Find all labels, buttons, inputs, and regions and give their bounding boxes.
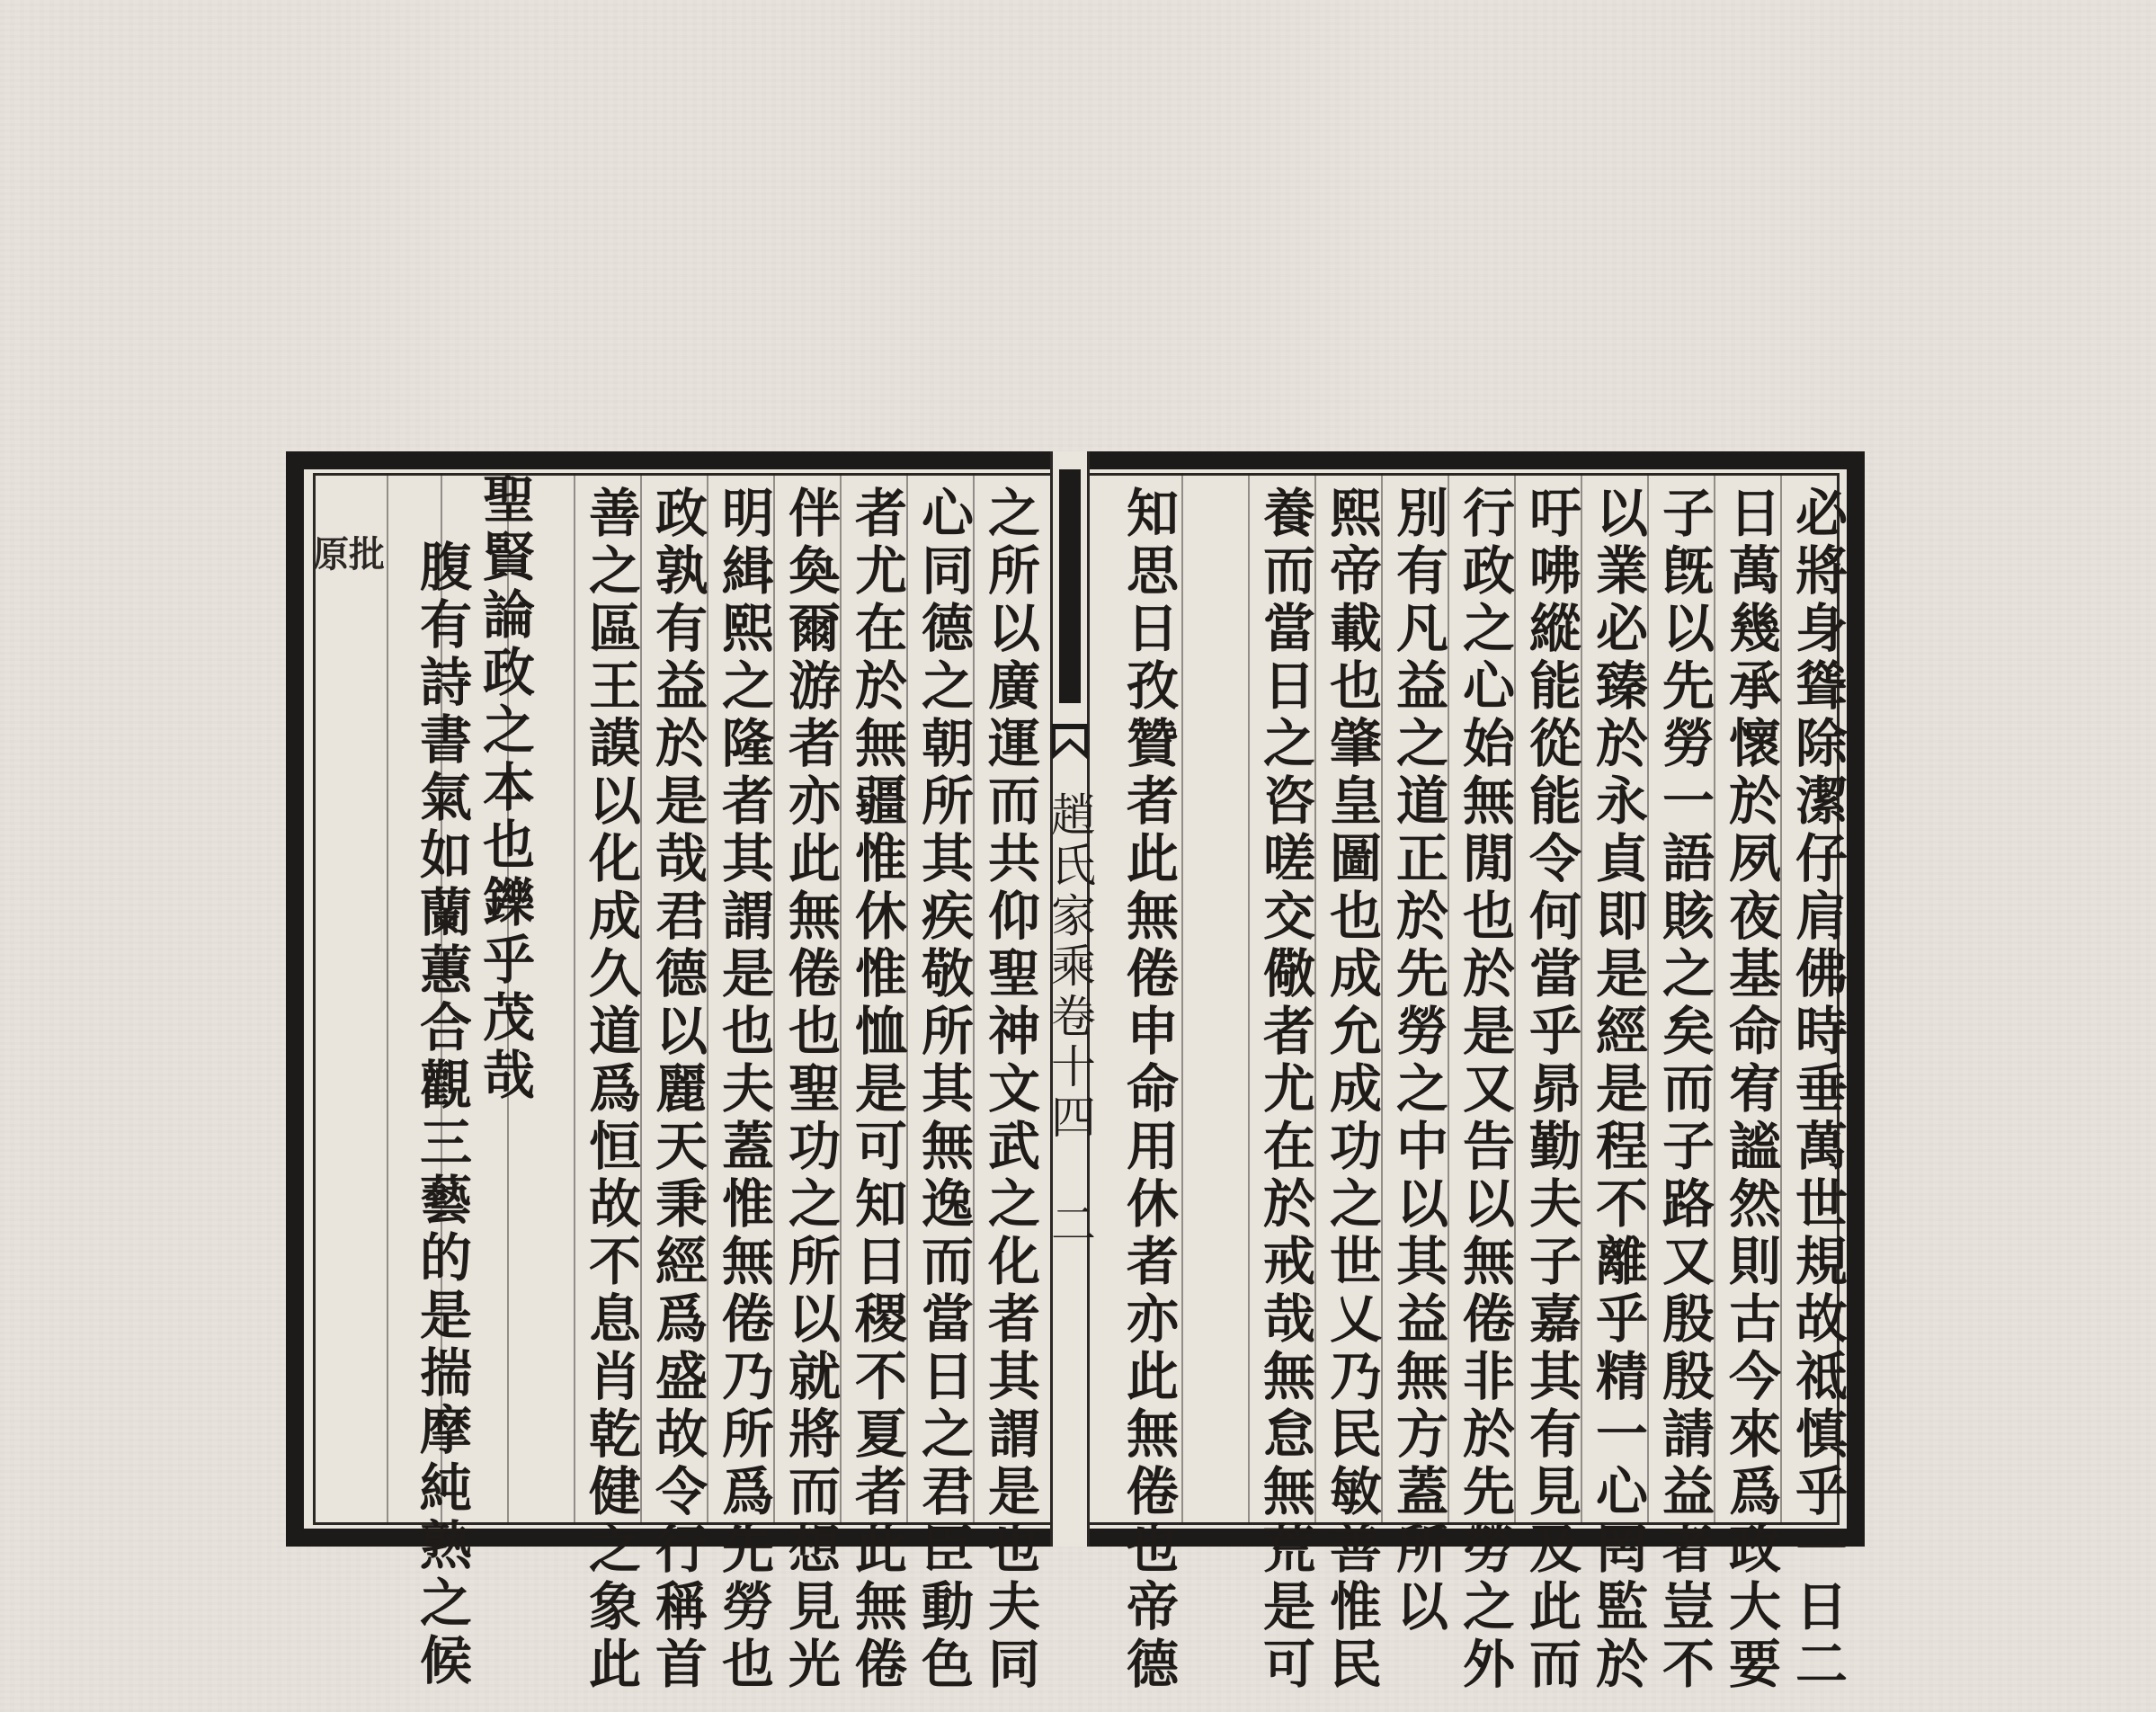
text-column: 善之區王謨以化成久道爲恒故不息肖乾健之象此: [580, 486, 641, 1694]
text-column: 子旣以先勞一語賅之矣而子路又殷殷請益者豈不: [1653, 486, 1715, 1694]
commentary-label: 原批: [313, 533, 385, 575]
text-column: 熙帝載也肇皇圖也成允成功之世乂乃民敏善惟民: [1321, 486, 1382, 1694]
text-column: 行政之心始無閒也於是又告以無倦非於先勞之外: [1454, 486, 1515, 1694]
text-column: 吁咈縱能從能令何當乎昴勤夫子嘉其有見及此而: [1520, 486, 1581, 1694]
book-title: 趙氏家乘卷十四: [1044, 791, 1096, 1144]
text-column: 伴奐爾游者亦此無倦也聖功之所以就將而想見光: [780, 486, 841, 1694]
text-column: 以業必臻於永貞即是經是程不離乎精一心罔監於: [1587, 486, 1648, 1694]
text-column: 政孰有益於是哉君德以麗天秉經爲盛故令行稱首: [646, 486, 708, 1694]
text-column: 明緝熙之隆者其謂是也夫蓋惟無倦乃所爲先勞也: [713, 486, 774, 1694]
text-column: 之所以廣運而共仰聖神文武之化者其謂是也夫同: [979, 486, 1040, 1694]
text-column: 養而當日之咨嗟交儆者尤在於戒哉無怠無荒是可: [1254, 486, 1315, 1694]
text-column: 日萬幾承懷於夙夜基命宥謐然則古今來爲政大要: [1720, 486, 1781, 1694]
text-column: 心同德之朝所其疾敬所其無逸而當日之君臣動色: [913, 486, 974, 1694]
column-rule: [387, 473, 388, 1525]
text-column: 知思日孜贊者此無倦申命用休者亦此無倦也帝德: [1118, 486, 1179, 1694]
column-rule: [1181, 473, 1183, 1525]
column-rule: [1248, 473, 1250, 1525]
column-rule: [574, 473, 575, 1525]
text-column: 別有凡益之道正於先勞之中以其益無方蓋所以: [1387, 486, 1448, 1636]
text-column: 必將身聳除潔仔肩佛時垂萬世規故祗慎乎一日二: [1786, 486, 1848, 1694]
text-column: 聖賢論政之本也鑠乎茂哉: [474, 472, 535, 1105]
fishtail-mark-icon: [1050, 724, 1090, 787]
text-column: 者尤在於無疆惟休惟恤是可知日稷不夏者此無倦: [846, 486, 907, 1694]
commentary-text: 腹有詩書氣如蘭蕙合觀三藝的是揣摩純熟之候: [411, 539, 472, 1690]
page-number: 二: [1044, 1200, 1096, 1245]
black-mouth-bar: [1059, 469, 1081, 703]
